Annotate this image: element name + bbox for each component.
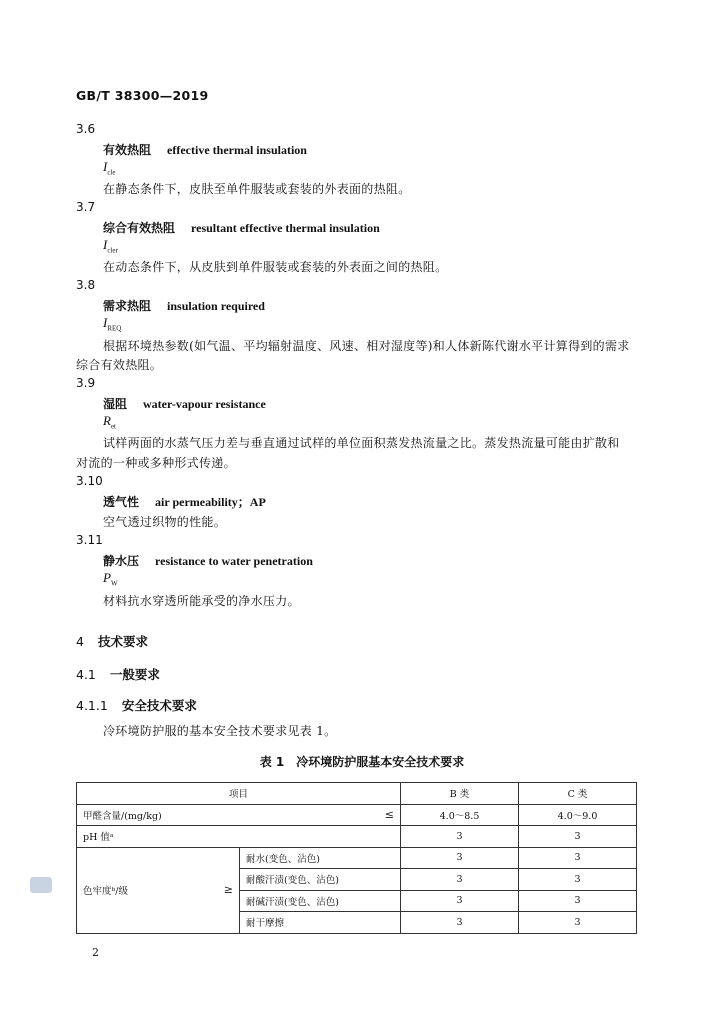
sub-item: 耐干摩擦 <box>240 912 401 934</box>
table-row <box>77 826 637 848</box>
symbol-main: I <box>103 237 108 252</box>
table-caption: 表 1 冷环境防护服基本安全技术要求 <box>259 755 465 769</box>
cell-c: 3 <box>519 847 637 869</box>
term-definition-cont: 综合有效热阻。 <box>76 358 163 372</box>
cell-c: 3 <box>519 869 637 891</box>
cell-b: 3 <box>401 826 519 848</box>
section-heading-4: 4 技术要求 <box>76 634 148 649</box>
term-heading <box>103 395 266 412</box>
standard-code-header: GB/T 38300—2019 <box>76 88 209 103</box>
term-definition: 在静态条件下，皮肤至单件服装或套装的外表面的热阻。 <box>103 182 411 196</box>
section-heading-4-1-1: 4.1.1 安全技术要求 <box>76 698 197 713</box>
term-en: insulation required <box>167 299 265 313</box>
clause-number: 3.8 <box>76 278 96 292</box>
term-symbol <box>103 237 118 255</box>
symbol-sub: cle <box>107 168 116 177</box>
symbol-sub: REQ <box>107 324 122 333</box>
term-definition: 试样两面的水蒸气压力差与垂直通过试样的单位面积蒸发热流量之比。蒸发热流量可能由扩散和 <box>103 436 620 450</box>
term-definition-cont: 对流的一种或多种形式传递。 <box>76 456 236 470</box>
section-text: 冷环境防护服的基本安全技术要求见表 1。 <box>103 724 337 738</box>
table-header-row <box>77 783 637 805</box>
le-symbol: ≤ <box>384 807 394 821</box>
term-heading <box>103 297 265 314</box>
term-definition: 材料抗水穿透所能承受的净水压力。 <box>103 594 300 608</box>
symbol-main: P <box>103 570 111 585</box>
clause-number: 3.10 <box>76 474 103 488</box>
sub-item: 耐碱汗渍(变色、沾色) <box>240 890 401 912</box>
ge-symbol: ≥ <box>223 883 233 896</box>
page-number: 2 <box>92 946 99 959</box>
term-en: water-vapour resistance <box>143 397 266 411</box>
safety-requirements-table <box>76 782 637 934</box>
cell-c: 3 <box>519 826 637 848</box>
sub-item: 耐酸汗渍(变色、沾色) <box>240 869 401 891</box>
cell-b: 3 <box>401 847 519 869</box>
term-heading <box>103 141 307 158</box>
term-cn: 湿阻 <box>103 397 128 411</box>
term-heading <box>103 552 313 569</box>
clause-number: 3.6 <box>76 122 96 136</box>
clause-number: 3.11 <box>76 533 103 547</box>
cell-b: 4.0～8.5 <box>401 804 519 826</box>
term-symbol <box>103 159 116 177</box>
cell-b: 3 <box>401 869 519 891</box>
symbol-sub: W <box>110 579 118 588</box>
clause-number: 3.7 <box>76 200 96 214</box>
table-row <box>77 847 637 869</box>
sub-item: 耐水(变色、沾色) <box>240 847 401 869</box>
cell-b: 3 <box>401 912 519 934</box>
term-en: resistance to water penetration <box>155 554 313 568</box>
header-class-c: C 类 <box>519 783 637 805</box>
section-heading-4-1: 4.1 一般要求 <box>76 667 160 682</box>
symbol-main: I <box>103 315 108 330</box>
term-cn: 透气性 <box>103 495 140 509</box>
term-definition: 在动态条件下，从皮肤到单件服装或套装的外表面之间的热阻。 <box>103 260 448 274</box>
term-en: air permeability；AP <box>155 495 266 509</box>
symbol-sub: et <box>110 422 117 431</box>
term-heading <box>103 493 266 510</box>
watermark-logo <box>30 877 52 893</box>
cell-c: 4.0～9.0 <box>519 804 637 826</box>
term-definition: 根据环境热参数(如气温、平均辐射温度、风速、相对湿度等)和人体新陈代谢水平计算得到的需求 <box>103 339 630 353</box>
term-en: effective thermal insulation <box>167 143 307 157</box>
symbol-main: I <box>103 159 108 174</box>
term-cn: 综合有效热阻 <box>103 221 176 235</box>
term-symbol <box>103 570 118 588</box>
row-group-label: 色牢度ᵇ/级 ≥ <box>77 847 240 933</box>
cell-c: 3 <box>519 912 637 934</box>
cell-b: 3 <box>401 890 519 912</box>
term-symbol <box>103 315 121 333</box>
term-cn: 有效热阻 <box>103 143 152 157</box>
symbol-sub: cler <box>107 246 118 255</box>
term-cn: 静水压 <box>103 554 140 568</box>
row-label: 甲醛含量/(mg/kg) ≤ <box>77 804 401 826</box>
cell-c: 3 <box>519 890 637 912</box>
clause-number: 3.9 <box>76 376 96 390</box>
header-item: 项目 <box>77 783 401 805</box>
header-class-b: B 类 <box>401 783 519 805</box>
term-en: resultant effective thermal insulation <box>191 221 380 235</box>
row-label: pH 值ᵃ <box>77 826 401 848</box>
term-definition: 空气透过织物的性能。 <box>103 515 227 529</box>
term-symbol <box>103 413 116 431</box>
symbol-main: R <box>103 413 111 428</box>
term-cn: 需求热阻 <box>103 299 152 313</box>
term-heading <box>103 219 380 236</box>
table-row <box>77 804 637 826</box>
